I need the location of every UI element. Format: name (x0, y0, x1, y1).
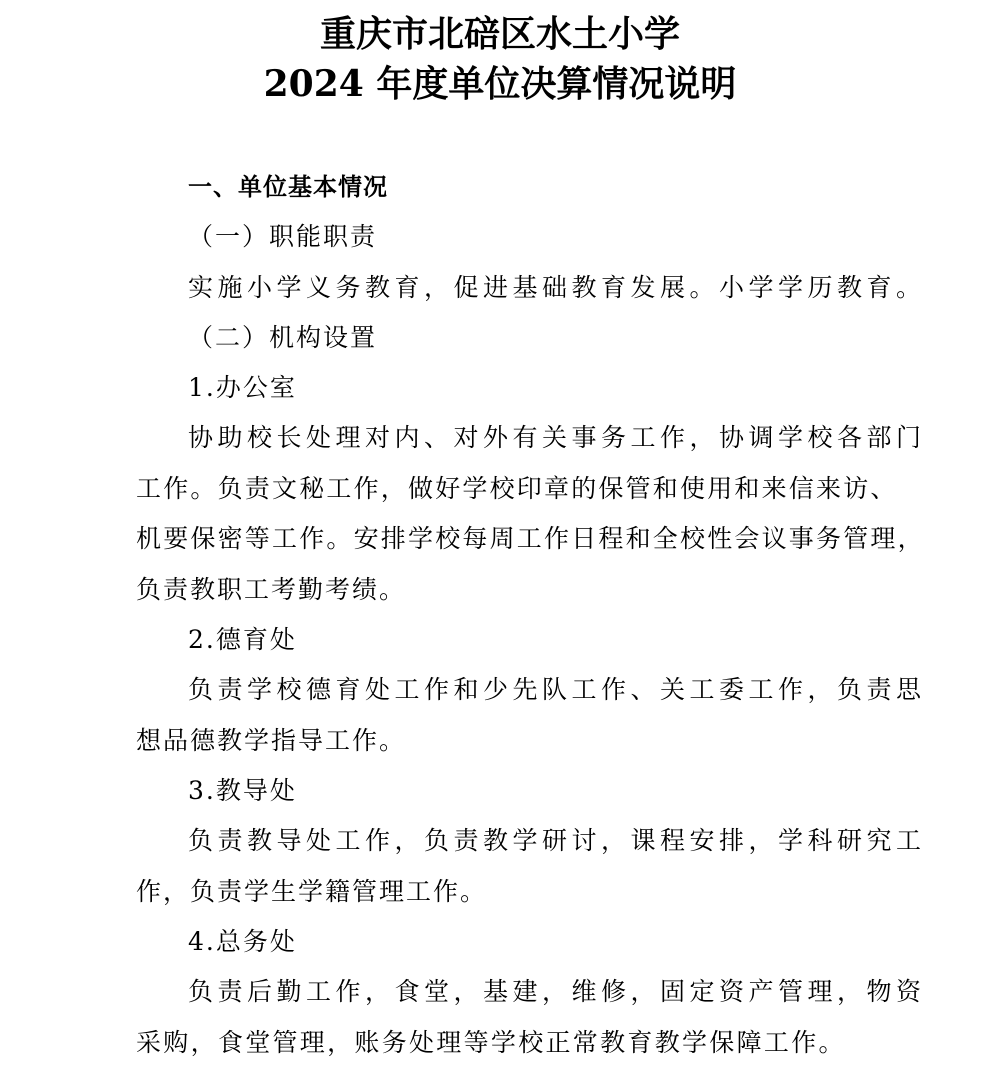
paragraph-line: 负责学校德育处工作和少先队工作、关工委工作，负责思 (188, 675, 926, 704)
paragraph-line: 想品德教学指导工作。 (136, 726, 407, 755)
office-heading-general-office: 1.办公室 (188, 373, 297, 402)
office-heading-academic-affairs: 3.教导处 (188, 776, 297, 805)
subsection-heading-organization: （二）机构设置 (188, 323, 378, 352)
paragraph-line: 负责教职工考勤考绩。 (136, 575, 407, 604)
paragraph-functions: 实施小学义务教育，促进基础教育发展。小学学历教育。 (188, 273, 926, 302)
paragraph-line: 负责教导处工作，负责教学研讨，课程安排，学科研究工 (188, 826, 926, 855)
document-title-line1: 重庆市北碚区水土小学 (319, 13, 680, 55)
paragraph-line: 工作。负责文秘工作，做好学校印章的保管和使用和来信来访、 (136, 474, 898, 503)
paragraph-line: 机要保密等工作。安排学校每周工作日程和全校性会议事务管理， (136, 524, 925, 553)
office-heading-moral-education: 2.德育处 (188, 625, 297, 654)
paragraph-line: 负责后勤工作，食堂，基建，维修，固定资产管理，物资 (188, 977, 926, 1006)
section-heading-basic-info: 一、单位基本情况 (188, 173, 388, 201)
paragraph-line: 作，负责学生学籍管理工作。 (136, 877, 488, 906)
document-title-line2: 2024 年度单位决算情况说明 (263, 63, 737, 105)
subsection-heading-functions: （一）职能职责 (188, 222, 378, 251)
paragraph-line: 协助校长处理对内、对外有关事务工作，协调学校各部门 (188, 423, 926, 452)
paragraph-line: 采购，食堂管理，账务处理等学校正常教育教学保障工作。 (136, 1028, 846, 1057)
office-heading-general-affairs: 4.总务处 (188, 927, 297, 956)
